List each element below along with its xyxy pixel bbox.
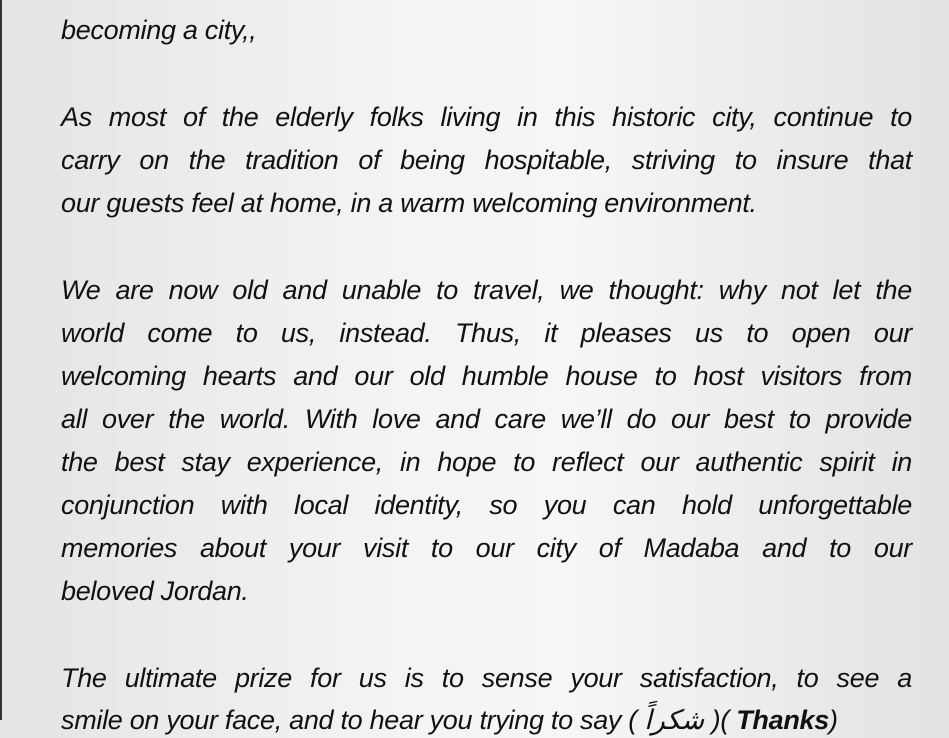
text-line: our guests feel at home, in a warm welcoming environment.	[61, 188, 757, 218]
text-line: world come to us, instead. Thus, it pleases us to open our	[61, 318, 912, 348]
text-line: welcoming hearts and our old humble house to host visitors from	[61, 361, 912, 391]
text-line: becoming a city,,	[61, 15, 257, 45]
partial-text: smile on your face, and to hear you trying to say ( شكراً )(	[61, 705, 730, 735]
text-line: beloved Jordan.	[61, 576, 249, 606]
text-line: the best stay experience, in hope to reflect our authentic spirit in	[61, 447, 912, 477]
text-line: As most of the elderly folks living in this historic city, continue to	[61, 102, 912, 132]
partial-end: )	[828, 705, 838, 735]
text-line: We are now old and unable to travel, we thought: why not let the	[61, 275, 912, 305]
text-line: conjunction with local identity, so you can hold unforgettable	[61, 490, 912, 520]
text-line: carry on the tradition of being hospitable, striving to insure that	[61, 145, 912, 175]
text-line-partial	[61, 702, 912, 738]
thanks-bold: Thanks	[736, 705, 829, 735]
text-line: memories about your visit to our city of Madaba and to our	[61, 533, 912, 563]
text-line: The ultimate prize for us is to sense your satisfaction, to see a	[61, 663, 912, 693]
text-line: all over the world. With love and care we’ll do our best to provide	[61, 404, 912, 434]
page-left-edge	[0, 0, 2, 720]
